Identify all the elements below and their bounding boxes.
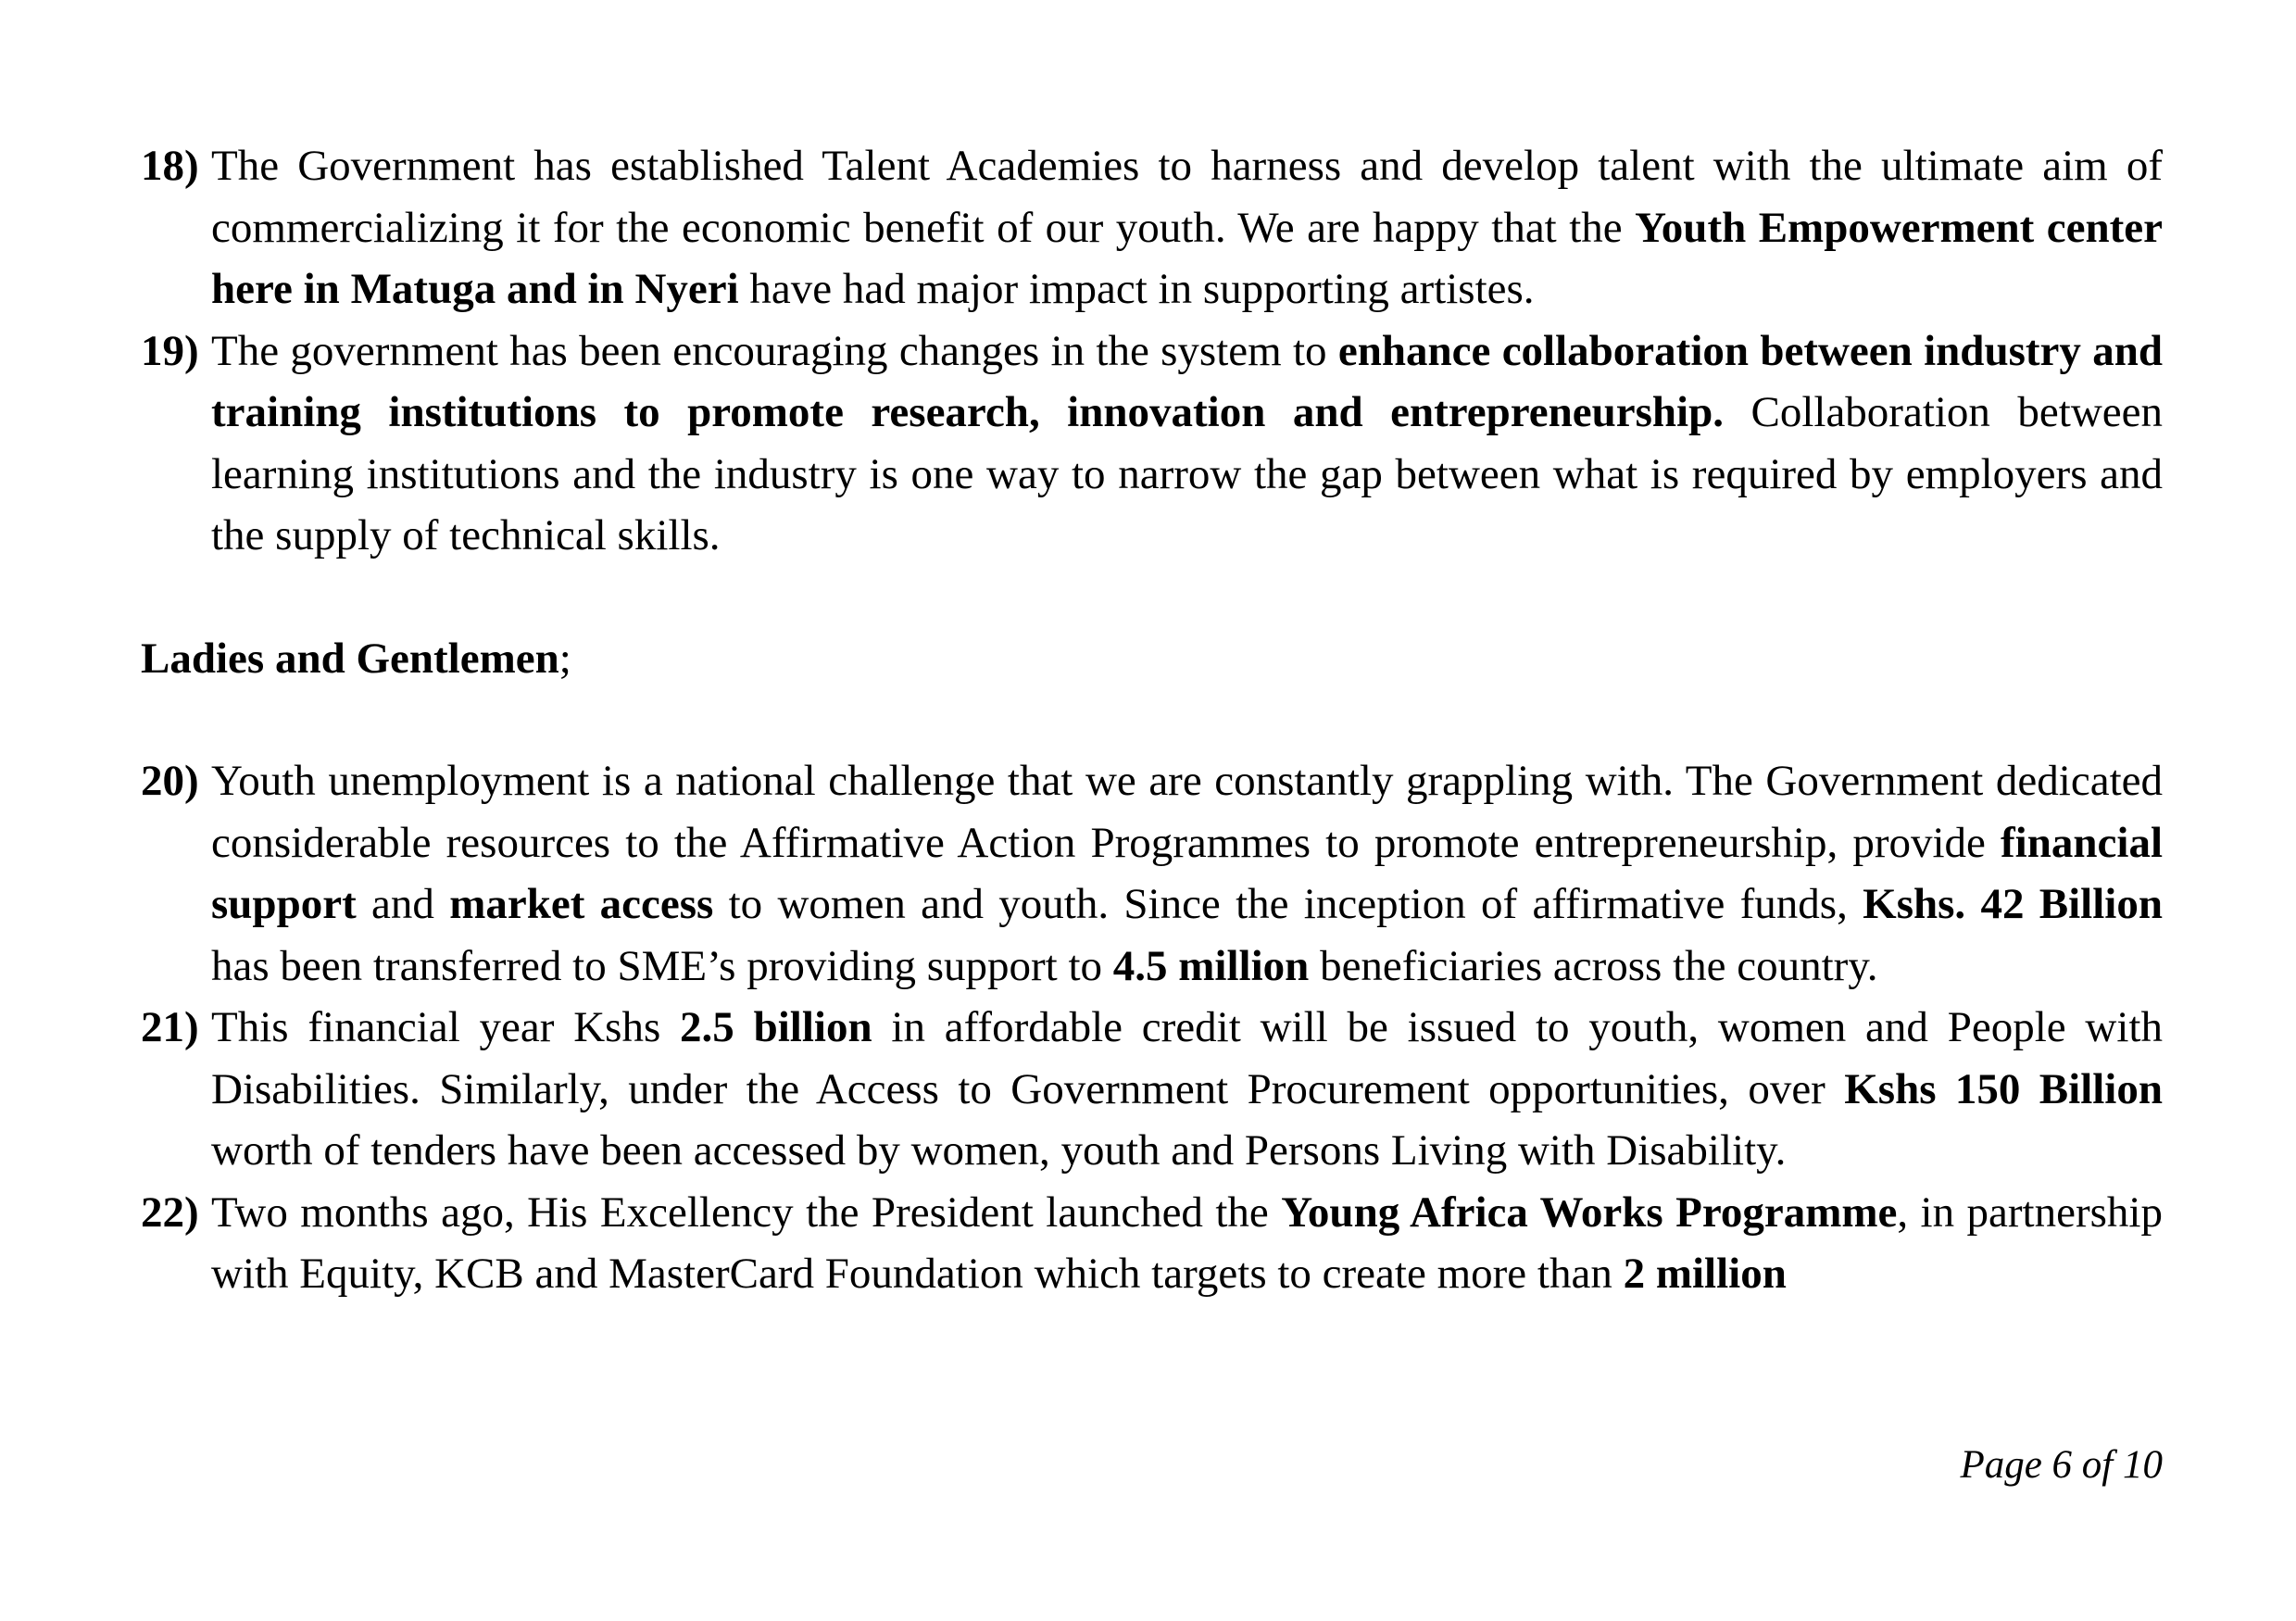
paragraph-text: in affordable credit will be issued to youth, women and People with Disabilities. Similarly, under the Access to Government Procurement opportunities, over	[211, 1003, 2163, 1113]
paragraph-text: The Government has established Talent Academies to harness and develop talent with the ultimate aim of commercializing it for the economic benefit of our youth. We are happy that the	[211, 142, 2163, 252]
bold-phrase: 4.5 million	[1112, 941, 1310, 990]
paragraph-text: Collaboration between learning institutions and the industry is one way to narrow the gap between what is required by employers and the supply of technical skills.	[211, 388, 2163, 559]
paragraph-number: 20)	[141, 757, 199, 805]
heading-punctuation: ;	[558, 634, 571, 683]
bold-phrase: market access	[449, 880, 714, 928]
paragraph-text: to women and youth. Since the inception of affirmative funds,	[713, 880, 1863, 928]
paragraph-21	[141, 997, 2163, 1182]
paragraph-text: , in partnership with Equity, KCB and MasterCard Foundation which targets to create more than	[211, 1187, 2163, 1298]
paragraph-number: 22)	[141, 1187, 199, 1237]
paragraph-22	[141, 1182, 2163, 1305]
paragraph-text: and	[356, 880, 450, 928]
paragraph-number: 19)	[141, 326, 199, 375]
bold-phrase: Young Africa Works Programme	[1281, 1187, 1898, 1237]
paragraph-text: has been transferred to SME’s providing support to	[211, 941, 1113, 990]
paragraph-text: have had major impact in supporting artistes.	[738, 265, 1535, 313]
bold-phrase: Kshs. 42 Billion	[1863, 880, 2163, 928]
bold-phrase: Youth Empowerment center here in Matuga and in Nyeri	[211, 203, 2163, 313]
paragraph-text: The government has been encouraging changes in the system to	[211, 326, 1338, 375]
paragraph-18	[141, 135, 2163, 320]
bold-phrase: enhance collaboration between industry and training institutions to promote research, innovation and entrepreneurship.	[211, 326, 2163, 436]
paragraph-text: worth of tenders have been accessed by women, youth and Persons Living with Disability.	[211, 1126, 1787, 1175]
paragraph-20	[141, 750, 2163, 997]
paragraph-19	[141, 320, 2163, 567]
paragraph-text: beneficiaries across the country.	[1309, 941, 1878, 990]
heading-text: Ladies and Gentlemen	[141, 634, 559, 683]
bold-phrase: Kshs 150 Billion	[1844, 1064, 2164, 1113]
document-body	[141, 135, 2163, 1305]
bold-phrase: 2 million	[1623, 1250, 1787, 1298]
page-number-footer: Page 6 of 10	[1960, 1443, 2163, 1487]
bold-phrase: financial support	[211, 818, 2163, 928]
paragraph-text: Two months ago, His Excellency the President launched the	[211, 1187, 1282, 1237]
section-heading	[141, 628, 2163, 690]
paragraph-number: 21)	[141, 1003, 199, 1051]
paragraph-text: This financial year Kshs	[211, 1003, 681, 1051]
paragraph-number: 18)	[141, 142, 199, 190]
bold-phrase: 2.5 billion	[680, 1003, 872, 1051]
paragraph-text: Youth unemployment is a national challenge that we are constantly grappling with. The Government dedicated considerable resources to the Affirmative Action Programmes to promote entrepreneurship, provide	[211, 757, 2163, 867]
